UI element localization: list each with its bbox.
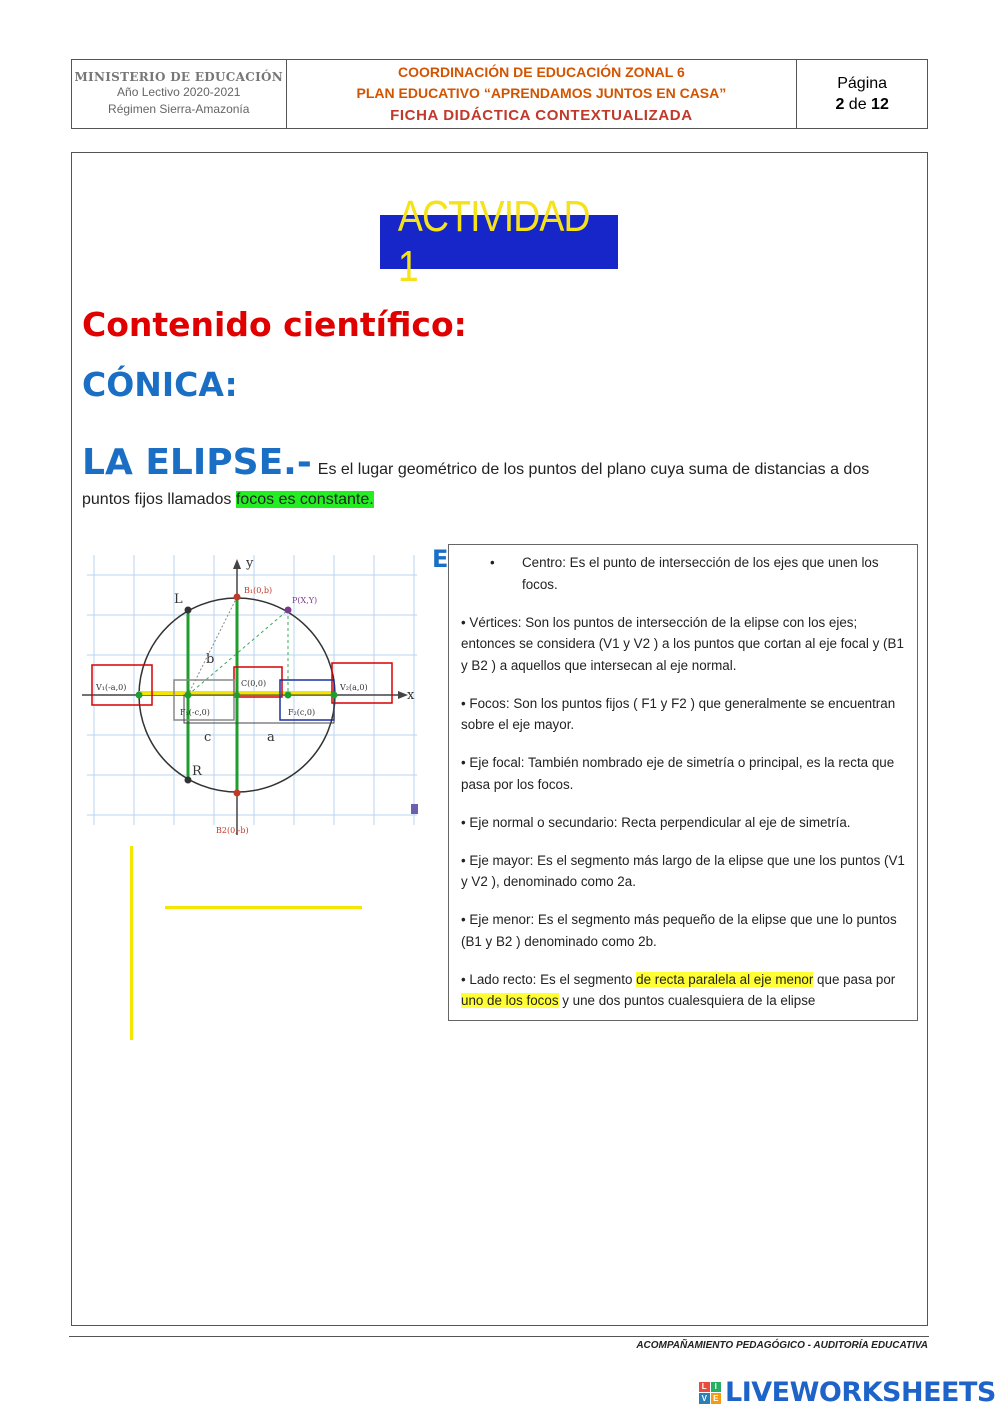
ellipse-definition bbox=[82, 442, 912, 515]
page-label: Página bbox=[837, 75, 888, 92]
lado-recto-part2: que pasa por bbox=[813, 971, 896, 987]
def-centro-text: Centro: Es el punto de intersección de los ejes que unen los focos. bbox=[522, 555, 879, 592]
lado-recto-part3: y une dos puntos cualesquiera de la elipse bbox=[558, 993, 816, 1008]
footer-divider bbox=[69, 1336, 929, 1337]
y-axis-arrow bbox=[233, 559, 241, 569]
logo-letter-i: I bbox=[711, 1382, 722, 1393]
label-b2: B2(0,-b) bbox=[216, 826, 249, 835]
document-header bbox=[71, 59, 928, 129]
def-centro bbox=[461, 552, 907, 595]
bullet-square bbox=[411, 804, 418, 814]
page-number bbox=[835, 94, 888, 115]
definitions-box bbox=[448, 544, 918, 1021]
regime: Régimen Sierra-Amazonía bbox=[108, 102, 250, 116]
ministry-logo-text: MINISTERIO DE EDUCACIÓN bbox=[74, 70, 284, 84]
liveworksheets-name: LIVEWORKSHEETS bbox=[725, 1377, 996, 1408]
point-f1 bbox=[185, 692, 192, 699]
def-eje-focal: • Eje focal: También nombrado eje de simetría o principal, es la recta que pasa por los focos. bbox=[461, 755, 895, 792]
def-eje-mayor: • Eje mayor: Es el segmento más largo de la elipse que une los puntos (V1 y V2 ), denominado como 2a. bbox=[461, 852, 905, 889]
activity-banner bbox=[380, 192, 618, 291]
page-of: de bbox=[848, 96, 867, 113]
label-v1: V₁(-a,0) bbox=[96, 683, 127, 692]
activity-title: ACTIVIDAD 1 bbox=[397, 192, 590, 291]
page-current: 2 bbox=[835, 96, 845, 113]
label-b: b bbox=[206, 652, 215, 667]
point-f2 bbox=[285, 692, 292, 699]
school-year: Año Lectivo 2020-2021 bbox=[117, 85, 241, 99]
label-f1: F₁(-c,0) bbox=[180, 708, 210, 717]
logo-letter-v: V bbox=[699, 1393, 710, 1404]
ellipse-highlight: focos es constante. bbox=[235, 491, 374, 508]
point-p bbox=[285, 607, 292, 614]
label-a: a bbox=[267, 730, 275, 745]
def-eje-menor: • Eje menor: Es el segmento más pequeño de la elipse que une lo puntos (B1 y B2 ) denominado como 2b. bbox=[461, 912, 897, 949]
label-center: C(0,0) bbox=[241, 679, 267, 688]
point-center bbox=[234, 692, 240, 698]
label-y: y bbox=[246, 556, 254, 571]
conic-heading: CÓNICA: bbox=[82, 365, 238, 404]
point-v2 bbox=[331, 692, 338, 699]
liveworksheets-brand[interactable] bbox=[699, 1377, 996, 1408]
header-title bbox=[287, 60, 798, 128]
point-l bbox=[185, 607, 192, 614]
label-b1: B₁(0,b) bbox=[244, 586, 273, 595]
point-v1 bbox=[136, 692, 143, 699]
lado-recto-highlight2: uno de los focos bbox=[461, 993, 559, 1008]
label-l: L bbox=[174, 592, 183, 607]
ellipse-text: Es el lugar geométrico de los puntos del plano cuya suma de distancias a dos puntos fijos llamados bbox=[82, 461, 870, 508]
label-p: P(X,Y) bbox=[292, 596, 318, 605]
yellow-horizontal-line bbox=[165, 906, 362, 909]
logo-letter-l: L bbox=[699, 1382, 710, 1393]
lado-recto-part1: • Lado recto: Es el segmento bbox=[461, 971, 637, 987]
plan-title: PLAN EDUCATIVO “APRENDAMOS JUNTOS EN CASA” bbox=[356, 84, 727, 101]
ellipse-title: LA ELIPSE.- bbox=[82, 442, 312, 483]
point-b2 bbox=[234, 790, 241, 797]
lado-recto-highlight1: de recta paralela al eje menor bbox=[636, 971, 814, 987]
point-r bbox=[185, 777, 192, 784]
label-f2: F₂(c,0) bbox=[288, 708, 316, 717]
header-institution bbox=[72, 60, 287, 128]
content-heading: Contenido científico: bbox=[82, 305, 467, 344]
yellow-vertical-line bbox=[130, 846, 133, 1040]
header-page bbox=[797, 60, 927, 128]
coordination-title: COORDINACIÓN DE EDUCACIÓN ZONAL 6 bbox=[398, 63, 685, 80]
def-focos: • Focos: Son los puntos fijos ( F1 y F2 ) que generalmente se encuentran sobre el eje mayor. bbox=[461, 695, 896, 732]
label-c: c bbox=[204, 730, 212, 745]
def-vertices: • Vértices: Son los puntos de intersección de la elipse con los ejes; entonces se considera (V1 y V2 ) a los puntos que cortan al eje focal y (B1 y B2 ) a aquellos que intersecan al eje normal. bbox=[461, 614, 904, 673]
label-r: R bbox=[192, 764, 202, 779]
def-lado-recto bbox=[461, 969, 907, 1012]
page-total: 12 bbox=[871, 96, 889, 113]
point-b1 bbox=[234, 594, 241, 601]
sheet-title: FICHA DIDÁCTICA CONTEXTUALIZADA bbox=[390, 106, 693, 124]
footer-text: ACOMPAÑAMIENTO PEDAGÓGICO - AUDITORÍA EDUCATIVA bbox=[636, 1340, 928, 1351]
label-v2: V₂(a,0) bbox=[340, 683, 368, 692]
liveworksheets-logo-icon bbox=[699, 1382, 721, 1404]
ellipse-diagram bbox=[82, 545, 420, 840]
label-x: x bbox=[407, 688, 415, 703]
bullet-icon: • bbox=[490, 555, 495, 570]
logo-letter-e: E bbox=[711, 1393, 722, 1404]
def-eje-normal: • Eje normal o secundario: Recta perpendicular al eje de simetría. bbox=[461, 814, 851, 830]
partial-heading-letter: E bbox=[432, 545, 449, 573]
